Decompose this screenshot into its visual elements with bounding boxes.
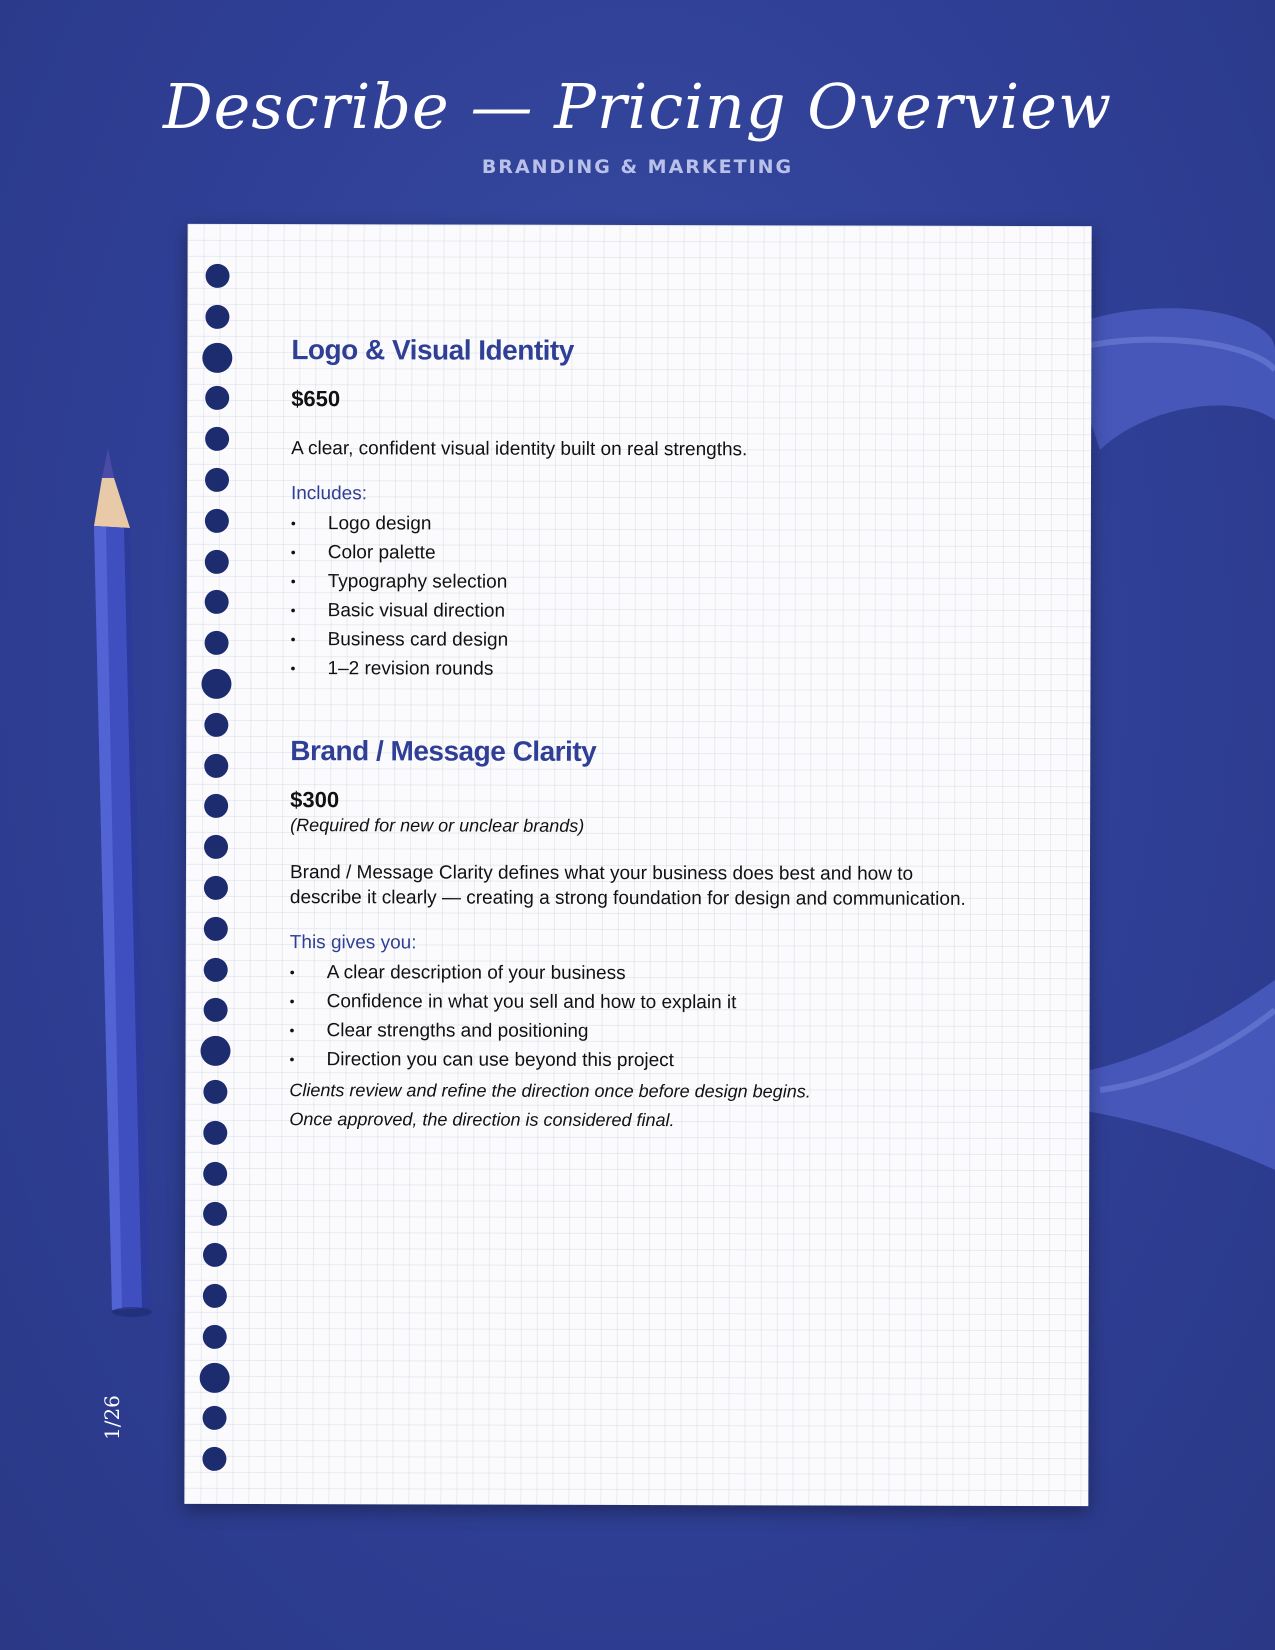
- section-logo-visual-identity: [290, 334, 1051, 685]
- binder-hole: [206, 264, 230, 288]
- binder-hole: [200, 1362, 230, 1392]
- binder-hole: [203, 1406, 227, 1430]
- list-item: • Clear strengths and positioning: [290, 1016, 1050, 1047]
- section-description: A clear, confident visual identity built on real strengths.: [291, 438, 748, 461]
- binder-hole: [205, 590, 229, 614]
- binder-hole: [203, 1080, 227, 1104]
- section-heading: Logo & Visual Identity: [291, 334, 574, 366]
- closing-line: Once approved, the direction is considered final.: [289, 1109, 675, 1131]
- section-description: [290, 860, 1050, 912]
- closing-line: Clients review and refine the direction once before design begins.: [289, 1080, 811, 1102]
- binder-hole: [205, 468, 229, 492]
- list-item: • A clear description of your business: [290, 958, 1050, 989]
- section-brand-message-clarity: [289, 735, 1050, 1136]
- page-title: Describe — Pricing Overview: [162, 70, 1113, 143]
- binder-hole: [203, 1202, 227, 1226]
- binder-holes: [202, 264, 235, 1484]
- section-heading: Brand / Message Clarity: [290, 735, 597, 767]
- binder-hole: [203, 1325, 227, 1349]
- binder-hole: [202, 342, 232, 372]
- price: $300: [290, 787, 340, 813]
- swirl-decoration: [1060, 290, 1275, 1190]
- binder-hole: [205, 427, 229, 451]
- list-item: • Business card design: [291, 625, 1051, 656]
- price-note: (Required for new or unclear brands): [290, 815, 585, 836]
- binder-hole: [205, 386, 229, 410]
- binder-hole: [204, 957, 228, 981]
- content: [289, 334, 1051, 1136]
- binder-hole: [203, 1284, 227, 1308]
- page-number: 1/26: [100, 1395, 124, 1440]
- list-item: • Color palette: [291, 538, 1051, 569]
- list-label: This gives you:: [289, 932, 417, 954]
- binder-hole: [205, 549, 229, 573]
- list-item: • Confidence in what you sell and how to explain it: [290, 987, 1050, 1018]
- binder-hole: [204, 998, 228, 1022]
- notebook-page: [184, 224, 1091, 1506]
- binder-hole: [205, 509, 229, 533]
- binder-hole: [204, 713, 228, 737]
- binder-hole: [203, 1243, 227, 1267]
- binder-hole: [205, 305, 229, 329]
- list-label: Includes:: [290, 483, 368, 505]
- list-item: • Direction you can use beyond this project: [289, 1045, 1049, 1076]
- includes-list: [290, 509, 1050, 685]
- page-subtitle: BRANDING & MARKETING: [481, 156, 794, 178]
- binder-hole: [203, 1121, 227, 1145]
- list-item: • Logo design: [291, 509, 1051, 540]
- binder-hole: [205, 631, 229, 655]
- binder-hole: [200, 1036, 230, 1066]
- pencil-icon: [92, 448, 152, 1318]
- binder-hole: [204, 835, 228, 859]
- benefits-list: [289, 958, 1049, 1076]
- list-item: • Typography selection: [291, 567, 1051, 598]
- binder-hole: [203, 1161, 227, 1185]
- binder-hole: [204, 917, 228, 941]
- description-line: describe it clearly — creating a strong foundation for design and communication.: [289, 887, 966, 910]
- description-line: Brand / Message Clarity defines what your business does best and how to: [289, 862, 914, 885]
- binder-hole: [204, 876, 228, 900]
- binder-hole: [202, 1447, 226, 1471]
- binder-hole: [204, 794, 228, 818]
- price: $650: [291, 386, 341, 412]
- binder-hole: [204, 753, 228, 777]
- binder-hole: [201, 669, 231, 699]
- list-item: • Basic visual direction: [291, 596, 1051, 627]
- closing-note: [289, 1076, 1049, 1136]
- list-item: • 1–2 revision rounds: [290, 654, 1050, 685]
